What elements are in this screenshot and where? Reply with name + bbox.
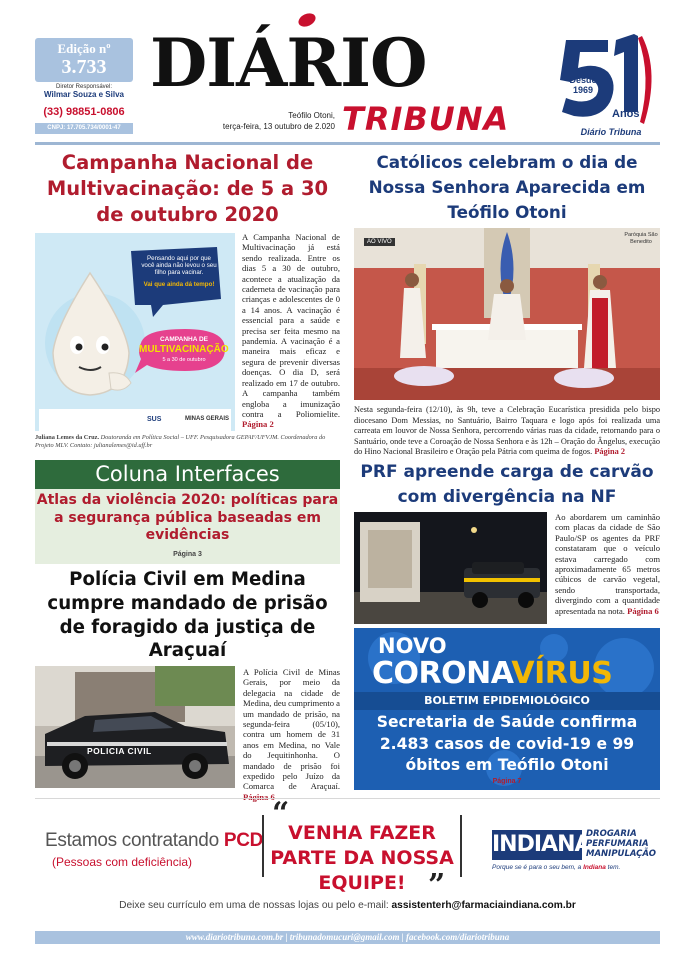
- newspaper-logo: DIÁRIO: [150, 24, 427, 102]
- since-label: Desde: [569, 75, 597, 85]
- byline-text: Doutoranda em Política Social – UFF. Pesquisadora GEPAF/UFVJM. Coordenadora do Projeto MLV. Contato: julianalemes@id.uff.br: [35, 434, 326, 449]
- date: terça-feira, 13 outubro de 2.020: [222, 122, 335, 131]
- edition-box: [35, 38, 133, 82]
- indiana-sub3: MANIPULAÇÃO: [586, 849, 656, 859]
- prf-page-ref[interactable]: Página 6: [627, 605, 659, 616]
- footer-email-link[interactable]: tribunadomucuri@gmail.com: [289, 932, 400, 942]
- anniversary-years: Anos: [612, 108, 640, 120]
- police-car-illustration: [35, 666, 235, 788]
- parish-watermark: Paróquia São Benedito: [624, 232, 658, 245]
- policia-body-text: A Polícia Civil de Minas Gerais, por meio da delegacia na cidade de Medina, deu cumprimento a um mandado de prisão, na segunda-feira (05/10), contra um homem de 31 anos em Medina, no Vale do Jequitinhonha. O mandado de prisão foi expedido pelo Juízo da Comarca de Araçuaí.: [243, 667, 340, 792]
- image-bubble-text: Pensando aqui por que você ainda não levou o seu filho para vacinar.: [141, 255, 217, 277]
- indiana-logo[interactable]: INDIANA: [492, 830, 582, 860]
- sus-logo: SUS: [147, 416, 162, 423]
- policia-page-ref[interactable]: Página 6: [243, 791, 275, 802]
- campanha-body-text: A Campanha Nacional de Multivacinação já está sendo realizada. Entre os dias 5 a 30 de outubro, acontece a atualização da caderneta de vacinação para crianças e adolescentes de 0 a 14 anos. A vacinação é essencial para a saúde e precisa ser feita mesmo na pandemia. A vacinação é a maneira mais eficaz e segura de prevenir diversas doenças. O dia D, será realizado em 17 de outubro. A campanha também engloba a imunização contra a Poliomielite.: [242, 232, 340, 419]
- footer-bar: [35, 931, 660, 944]
- corona-word-b: VÍRUS: [511, 656, 613, 691]
- missa-image[interactable]: [354, 228, 660, 400]
- image-campaign-line2: MULTIVACINAÇÃO: [139, 344, 229, 355]
- policia-body: [243, 667, 340, 802]
- corona-novo: NOVO: [378, 634, 447, 658]
- director-label: Diretor Responsável:: [55, 84, 113, 90]
- indiana-sub2: PERFUMARIA: [586, 839, 649, 849]
- campanha-body: [242, 232, 340, 430]
- headline-corona[interactable]: Secretaria de Saúde confirma 2.483 casos de covid-19 e 99 óbitos em Teófilo Otoni: [376, 713, 638, 774]
- newspaper-logo-sub: TRIBUNA: [342, 100, 510, 138]
- footer-separator: |: [285, 932, 290, 942]
- campanha-image[interactable]: [35, 233, 235, 431]
- ad-deixe-text: Deixe seu currículo em uma de nossas lojas ou pelo e-mail:: [119, 900, 389, 911]
- corona-title: [372, 654, 612, 694]
- corona-boletim: BOLETIM EPIDEMIOLÓGICO: [424, 694, 590, 707]
- quote-open-icon: “: [272, 796, 290, 831]
- tagline-c: tem.: [607, 864, 621, 871]
- indiana-subtitle: [586, 829, 656, 859]
- prf-body-text: Ao abordarem um caminhão com placas da cidade de São Paulo/SP os agentes da PRF constataram que o veículo estava carregado com aproximadamente 65 metros cúbicos de carvão vegetal, sendo transportada, divergindo com a quantidade apresentada na nota.: [555, 512, 660, 616]
- tagline-b: Indiana: [583, 864, 606, 871]
- ad-contratando: Estamos contratando: [45, 830, 219, 851]
- catolicos-body: [354, 405, 660, 458]
- edition-label: Edição nº: [57, 41, 111, 56]
- ad-hiring: [45, 830, 263, 852]
- coluna-title: Coluna Interfaces: [35, 460, 340, 489]
- indiana-tagline: [492, 864, 620, 871]
- headline-campanha[interactable]: Campanha Nacional de Multivacinação: de 5 a 30 de outubro 2020: [46, 151, 329, 226]
- image-campaign-dates: 5 a 30 de outubro: [162, 357, 206, 363]
- image-bubble-cta: Vai que ainda dá tempo!: [143, 281, 215, 288]
- ad-pessoas: (Pessoas com deficiência): [52, 855, 193, 869]
- ad-email-link[interactable]: assistenterh@farmaciaindiana.com.br: [391, 900, 576, 911]
- director-name: Wilmar Souza e Silva: [44, 90, 124, 99]
- prf-body: [555, 512, 660, 616]
- anniversary-brand: Diário Tribuna: [580, 127, 642, 137]
- director-block: [35, 84, 133, 98]
- atlas-page-ref[interactable]: Página 3: [173, 551, 202, 558]
- live-badge: AO VIVO: [364, 238, 395, 246]
- footer-site-link[interactable]: www.diariotribuna.com.br: [185, 932, 284, 942]
- prf-image[interactable]: [354, 512, 547, 624]
- phone-number: (33) 98851-0806: [43, 106, 125, 118]
- catolicos-body-text: Nesta segunda-feira (12/10), às 9h, teve a Celebração Eucarística presidida pelo bispo diocesano Dom Messias, no Santuário, Bairro Taquara e logo após foi realizada uma carreata em louvor de Nossa Senhora, percorrendo várias ruas da cidade, retornando para o Santuário, onde teve a Coroação de Nossa Senhora e às 12h – Oração do Ângelus, execução do Hino Nacional Brasileiro e Oração pela Pátria com queima de fogos.: [354, 405, 660, 456]
- quote-close-icon: ”: [428, 868, 446, 903]
- anniversary-since: [566, 75, 600, 95]
- campanha-byline: [35, 434, 340, 450]
- headline-policia[interactable]: Polícia Civil em Medina cumpre mandado de prisão de foragido da justiça de Araçuaí: [47, 569, 328, 662]
- ad-instructions: [35, 900, 660, 911]
- image-campaign-line1: CAMPANHA DE: [159, 336, 209, 343]
- police-car-label: POLICIA CIVIL: [87, 746, 152, 756]
- corona-page-ref[interactable]: Página 7: [492, 778, 522, 785]
- headline-prf[interactable]: PRF apreende carga de carvão com divergência na NF: [360, 462, 654, 507]
- edition-number: 3.733: [61, 56, 107, 78]
- headline-catolicos[interactable]: Católicos celebram o dia de Nossa Senhora Aparecida em Teófilo Otoni: [368, 152, 646, 222]
- catolicos-page-ref[interactable]: Página 2: [594, 447, 625, 456]
- tagline-a: Porque se é para o seu bem, a: [492, 864, 582, 871]
- indiana-sub1: DROGARIA: [586, 829, 637, 839]
- header-divider: [35, 142, 660, 145]
- since-year: 1969: [572, 85, 594, 95]
- campanha-page-ref[interactable]: Página 2: [242, 419, 274, 430]
- city: Teófilo Otoni,: [288, 111, 335, 120]
- headline-atlas[interactable]: Atlas da violência 2020: políticas para a segurança pública baseadas em evidências: [36, 492, 339, 543]
- footer-separator: |: [401, 932, 406, 942]
- church-mass-illustration: [354, 228, 660, 400]
- policia-image[interactable]: [35, 666, 235, 788]
- ad-pcd: PCD: [223, 830, 264, 851]
- footer-facebook-link[interactable]: facebook.com/diariotribuna: [405, 932, 510, 942]
- state-logo: MINAS GERAIS: [185, 416, 230, 422]
- byline-name: Juliana Lemes da Cruz.: [35, 434, 100, 441]
- cnpj: CNPJ: 17.705.734/0001-47: [35, 123, 133, 134]
- dateline: [195, 110, 335, 132]
- ad-venha: VENHA FAZER PARTE DA NOSSA EQUIPE!: [262, 815, 462, 877]
- prf-truck-illustration: [354, 512, 547, 624]
- corona-word-a: CORONA: [372, 656, 512, 691]
